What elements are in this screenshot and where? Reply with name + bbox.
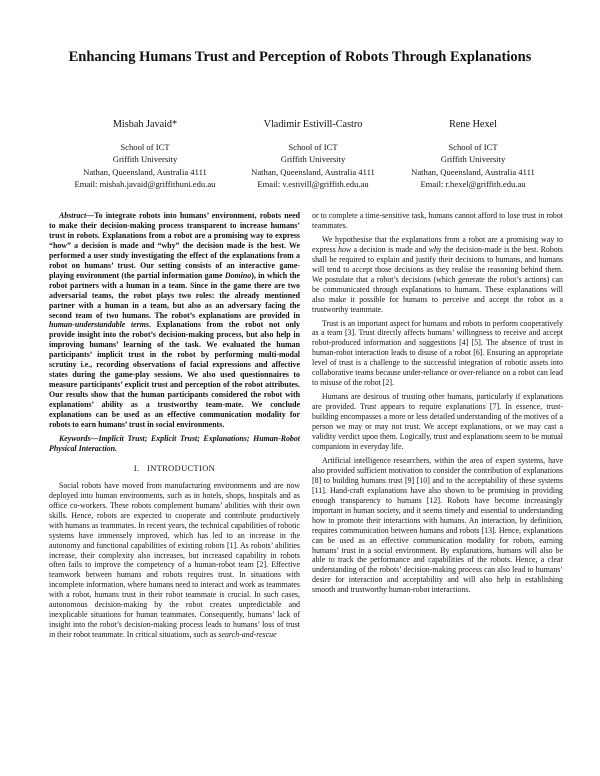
p2-text-a: We hypothesise that the explanations from a robot are a promising way to express xyxy=(312,234,563,254)
intro-emphasis-search: search-and-rescue xyxy=(218,630,277,640)
abstract xyxy=(49,211,300,430)
author-block-1 xyxy=(50,119,240,191)
p2-text-b: a decision is made and xyxy=(351,244,429,254)
author-name: Misbah Javaid* xyxy=(112,119,178,130)
keywords: Keywords—Implicit Trust; Explicit Trust; Explanations; Human-Robot Physical Interaction. xyxy=(49,433,300,453)
intro-paragraph-5: Artificial intelligence researchers, within the area of expert systems, have also provided sufficient motivation to consider the contribution of explanations [8] to building humans trust [9] [10] and to the acceptability of these systems [11]. Hand-craft explanations have also shown to be promising in providing enough transparency to humans [12]. Robots have become increasingly important in human society, and it seems timely and essential to understanding how to promote their interactions with humans. An interaction, by definition, requires communication between humans and robots [13]. Hence, explanations can be used as an effective communication modality for robots, earning humans’ trust in a social environment. By explanations, humans will also be able to track the performance and capabilities of the robots. Hence, a clear understanding of the robots’ decision-making process can also lead to humans’ desire for interaction and acceptability and will also help in establishing smooth and trustworthy human-robot interactions. xyxy=(312,455,563,595)
intro-paragraph-2 xyxy=(312,235,563,315)
abstract-text-1: To integrate robots into humans’ environment, robots need to make their decision-making process transparent to increase humans’ trust in robots. Explanations from a robot are a promising way to express “how” a decision is made and “why” the decision made is the best. We performed a user study investigating the effect of the explanations from a robot on humans’ trust. Our setting consists of an interactive game-playing environment (the partial information game xyxy=(49,211,300,280)
author-block-3 xyxy=(378,119,568,191)
abstract-text-2: ), in which the robot partners with a human in a team. Since in the game there are two adversarial teams, the robot plays two roles: the already mentioned partner with a human in a team, but also as an adversary facing the second team of two humans. The robot’s explanations are provided in xyxy=(49,270,300,320)
intro-paragraph-1-continued: or to complete a time-sensitive task, humans cannot afford to lose trust in robot teammates. xyxy=(312,211,563,230)
right-column xyxy=(312,211,563,599)
author-address: Nathan, Queensland, Australia 4111 xyxy=(411,166,535,177)
author-address: Nathan, Queensland, Australia 4111 xyxy=(83,166,207,177)
author-email: Email: misbah.javaid@griffithuni.edu.au xyxy=(74,179,216,190)
author-university: Griffith University xyxy=(280,154,346,165)
author-name: Rene Hexel xyxy=(449,119,497,130)
abstract-dash: — xyxy=(86,211,95,220)
author-university: Griffith University xyxy=(440,154,506,165)
abstract-emphasis: human-understandable terms xyxy=(49,320,149,330)
p2-text-c: the decision-made is the best. Robots shall be required to explain and justify their decisions to humans, and humans will tend to accept those decisions as they realise the reasoning behind them. We postulate that a robot’s decisions (which generate the robot’s actions) can be communicated through explanations to humans. These explanations will also make it possible for humans to perceive and accept the robot as a trustworthy teammate. xyxy=(312,244,563,314)
paper-title: Enhancing Humans Trust and Perception of Robots Through Explanations xyxy=(68,49,532,65)
author-university: Griffith University xyxy=(112,154,178,165)
author-name: Vladimir Estivill-Castro xyxy=(263,119,363,130)
author-email: Email: v.estivill@griffith.edu.au xyxy=(257,179,369,190)
author-dept: School of ICT xyxy=(120,142,170,152)
intro-paragraph-1-text: Social robots have moved from manufacturing environments and are now deployed into human environments, such as in hotels, shops, hospitals and as office co-workers. These robots complement humans’ abilities with their own skills. Hence, robots are expected to cooperate and contribute productively with humans as teammates. In recent years, the technical capabilities of robotic systems have immensely improved, which has led to an increase in the autonomy and functional capabilities of existing robots [1]. As robots’ abilities increase, their complexity also increases, but increased capability in robots often fails to improve the competency of a human-robot team [2]. Effective teamwork between humans and robots requires trust. In situations with incomplete information, where humans need to interact and work as teammates with a robot, humans trust in their robot teammate is crucial. In such cases, autonomous decision-making by the robot creates unpredictable and inexplicable situations for human teammates. Consequently, humans’ lack of insight into the robot’s decision-making process leads to humans’ loss of trust in their robot teammate. In critical situations, such as xyxy=(49,480,300,640)
intro-paragraph-1 xyxy=(49,481,300,640)
abstract-text-3: . Explanations from the robot not only provide insight into the robot’s decision-making process, but also help in improving humans’ learning of the task. We evaluated the human participants’ implicit trust in the robot by performing multi-modal scrutiny i.e., recording observations of facial expressions and affective states during the game-play sessions. We also used questionnaires to measure participants’ explicit trust and perception of the robot attributes. Our results show that the human participants considered the robot with explanations’ ability as a trustworthy team-mate. We conclude explanations can be used as an effective communication modality for robots to earn humans’ trust in social environments. xyxy=(49,320,300,430)
abstract-game-name: Domino xyxy=(224,270,252,280)
author-dept: School of ICT xyxy=(448,142,498,152)
abstract-lead: Abstract xyxy=(59,211,87,220)
intro-paragraph-3: Trust is an important aspect for humans and robots to perform cooperatively as a team [3]. Trust directly affects humans’ willingness to receive and accept robot-produced information and suggestions [4] [5]. The absence of trust in human-robot interaction leads to disuse of a robot [6]. Ensuring an appropriate level of trust is a challenge to the successful integration of robotic assets into collaborative teams because under-reliance or over-reliance on a robot can lead to misuse of the robot [2]. xyxy=(312,318,563,388)
section-number: I. xyxy=(133,463,140,473)
author-address: Nathan, Queensland, Australia 4111 xyxy=(251,166,375,177)
section-title: INTRODUCTION xyxy=(147,463,216,473)
section-heading-introduction xyxy=(49,464,300,474)
p2-emphasis-why: why xyxy=(428,244,442,254)
author-dept: School of ICT xyxy=(288,142,338,152)
intro-paragraph-4: Humans are desirous of trusting other humans, particularly if explanations are provided. Trust appears to require explanations [7]. In essence, trust-building encompasses a more or less detailed understanding of the motives of a person we may or may not trust. We accept explanations, or we may cast a validity verdict upon them. Logically, trust and explanations seem to be mutual companions in everyday life. xyxy=(312,392,563,451)
p2-emphasis-how: how xyxy=(338,244,352,254)
left-column xyxy=(49,211,300,644)
author-email: Email: r.hexel@griffith.edu.au xyxy=(420,179,526,190)
